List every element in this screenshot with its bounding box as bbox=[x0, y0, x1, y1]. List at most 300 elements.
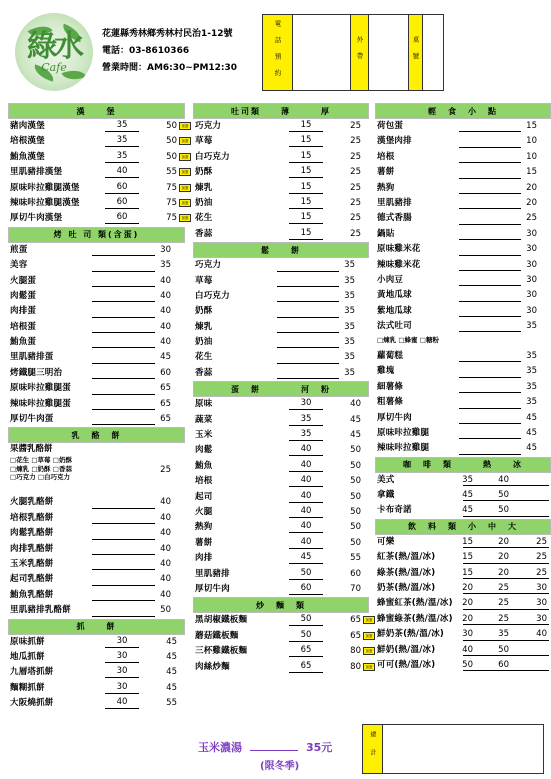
item-name: 奶油 bbox=[195, 197, 213, 208]
menu-row bbox=[193, 413, 369, 428]
price-small: 65 bbox=[289, 644, 323, 657]
price-line bbox=[463, 624, 549, 625]
price-line bbox=[463, 670, 549, 671]
menu-row bbox=[8, 150, 189, 165]
price-small: 45 bbox=[289, 551, 323, 564]
item-name: 草莓 bbox=[195, 136, 213, 147]
menu-row bbox=[8, 335, 185, 350]
price: 20 bbox=[526, 197, 537, 208]
price-small: 15 bbox=[289, 196, 323, 209]
menu-row bbox=[193, 397, 369, 412]
price-small: 40 bbox=[289, 443, 323, 456]
price-large: 45 bbox=[350, 414, 361, 425]
item-name: 厚切牛肉 bbox=[195, 583, 230, 594]
menu-row bbox=[193, 289, 369, 304]
price-small: 40 bbox=[105, 165, 139, 178]
price-small: 40 bbox=[289, 459, 323, 472]
menu-row bbox=[375, 411, 551, 426]
menu-row bbox=[375, 612, 551, 627]
item-name: 厚切牛肉蛋 bbox=[10, 414, 54, 425]
phone: 電話：03-8610366 bbox=[102, 46, 190, 56]
menu-row bbox=[193, 505, 369, 520]
menu-row bbox=[375, 643, 551, 658]
price-line bbox=[459, 147, 521, 148]
item-name: 鮪魚蛋 bbox=[10, 337, 37, 348]
item-name: 煉乳 bbox=[195, 182, 213, 193]
menu-row bbox=[375, 488, 551, 503]
price-large: 45 bbox=[166, 667, 177, 678]
price-small: 35 bbox=[105, 134, 139, 147]
menu-column-2 bbox=[193, 103, 373, 675]
price-line bbox=[459, 285, 521, 286]
price-line bbox=[459, 239, 521, 240]
item-name: 黃地瓜球 bbox=[377, 290, 412, 301]
price-small: 15 bbox=[289, 227, 323, 240]
menu-column-1 bbox=[8, 103, 189, 712]
item-name: 九層塔抓餅 bbox=[10, 667, 54, 678]
menu-row bbox=[193, 165, 369, 180]
section-header: 乳 酪 餅 bbox=[8, 427, 185, 443]
takeout-field[interactable] bbox=[369, 15, 409, 90]
menu-row bbox=[8, 165, 189, 180]
price-large: 25 bbox=[350, 228, 361, 239]
price: 20 bbox=[498, 567, 509, 578]
item-name: 原味 bbox=[195, 399, 213, 410]
item-name: 辣味咔拉雞腿蛋 bbox=[10, 398, 71, 409]
price-line bbox=[459, 454, 521, 455]
price: 40 bbox=[462, 644, 473, 655]
menu-row bbox=[193, 320, 369, 335]
egg-tag[interactable]: 加蛋 bbox=[179, 168, 191, 176]
item-name: 美式 bbox=[377, 474, 395, 485]
item-name: 地瓜抓餅 bbox=[10, 651, 45, 662]
item-name: 里肌豬排乳酪餅 bbox=[10, 605, 71, 616]
price-large: 55 bbox=[350, 553, 361, 564]
item-name: 黑胡椒鐵板麵 bbox=[195, 615, 248, 626]
menu-row bbox=[375, 535, 551, 550]
egg-tag[interactable]: 加蛋 bbox=[179, 153, 191, 161]
menu-row bbox=[8, 274, 185, 289]
price: 45 bbox=[526, 412, 537, 423]
item-name: 法式吐司 bbox=[377, 321, 412, 332]
menu-column-3 bbox=[375, 103, 551, 673]
item-name: 漢堡肉排 bbox=[377, 136, 412, 147]
menu-row bbox=[375, 319, 551, 334]
item-name: 奶茶(熱/溫/冰) bbox=[377, 583, 436, 594]
menu-row bbox=[193, 150, 369, 165]
menu-row bbox=[8, 557, 185, 572]
item-name: 香蒜 bbox=[195, 228, 213, 239]
egg-tag[interactable]: 加蛋 bbox=[179, 184, 191, 192]
topping-options[interactable]: □煉乳 □奶酥 □香蒜 bbox=[10, 464, 72, 473]
menu-row bbox=[193, 520, 369, 535]
price-small: 15 bbox=[289, 119, 323, 132]
cafe-logo bbox=[14, 12, 94, 92]
item-name: 細薯條 bbox=[377, 381, 404, 392]
price-large: 40 bbox=[350, 399, 361, 410]
logo-text: 綠水 bbox=[27, 28, 81, 64]
item-name: 培根 bbox=[195, 476, 213, 487]
price: 35 bbox=[344, 260, 355, 271]
takeout-label: 外帶 bbox=[351, 15, 369, 90]
menu-row bbox=[375, 566, 551, 581]
price-line bbox=[92, 508, 155, 509]
item-name: 熱狗 bbox=[377, 182, 395, 193]
item-name: 薯餅 bbox=[195, 537, 213, 548]
price-line bbox=[463, 609, 549, 610]
item-name: 起司 bbox=[195, 491, 213, 502]
item-name: 荷包蛋 bbox=[377, 121, 404, 131]
item-name: 奶酥 bbox=[195, 167, 213, 178]
item-name: 培根 bbox=[377, 151, 395, 162]
total-label: 總計 bbox=[363, 725, 383, 773]
item-name: 煎蛋 bbox=[10, 244, 28, 255]
menu-row bbox=[375, 196, 551, 211]
order-info-box bbox=[262, 14, 444, 91]
price: 65 bbox=[160, 383, 171, 394]
egg-tag[interactable]: 加蛋 bbox=[179, 214, 191, 222]
item-name: 厚切牛肉漢堡 bbox=[10, 213, 63, 224]
price: 30 bbox=[160, 244, 171, 255]
item-name: 三杯雞鐵板麵 bbox=[195, 646, 248, 657]
total-box bbox=[362, 724, 544, 774]
egg-tag[interactable]: 加蛋 bbox=[363, 632, 375, 640]
item-name: 巧克力 bbox=[195, 260, 222, 271]
price: 30 bbox=[526, 244, 537, 255]
price: 40 bbox=[160, 543, 171, 554]
price: 40 bbox=[160, 528, 171, 539]
price-small: 50 bbox=[289, 567, 323, 580]
menu-row bbox=[193, 582, 369, 597]
price-small: 35 bbox=[289, 428, 323, 441]
item-name: 里肌豬排 bbox=[195, 568, 230, 579]
section-header: 蛋 餅 河 粉 bbox=[193, 381, 369, 397]
price-line bbox=[463, 516, 549, 517]
price-large: 50 bbox=[166, 151, 177, 162]
menu-row bbox=[375, 380, 551, 395]
price-small: 40 bbox=[105, 696, 139, 709]
menu-row bbox=[8, 588, 185, 603]
price: 25 bbox=[498, 613, 509, 624]
table-no-label: 桌號 bbox=[409, 15, 423, 90]
section-header: 飲 料 類 小 中 大 bbox=[375, 519, 551, 535]
price: 40 bbox=[160, 512, 171, 523]
menu-row bbox=[193, 459, 369, 474]
item-name: 原味抓餅 bbox=[10, 636, 45, 647]
item-name: 可可(熱/溫/冰) bbox=[377, 660, 436, 670]
price: 40 bbox=[160, 589, 171, 600]
price-line bbox=[459, 438, 521, 439]
item-name: 里肌豬排 bbox=[377, 197, 412, 208]
price: 25 bbox=[498, 598, 509, 609]
item-name: 肉排 bbox=[195, 553, 213, 564]
menu-row bbox=[8, 681, 185, 696]
item-name: 蘿蔔糕 bbox=[377, 350, 404, 361]
price-large: 75 bbox=[166, 182, 177, 193]
egg-tag[interactable]: 加蛋 bbox=[363, 663, 375, 671]
price-large: 55 bbox=[166, 167, 177, 178]
item-name: 煉乳 bbox=[195, 321, 213, 332]
section-header: 漢 堡 bbox=[8, 103, 185, 119]
price-large: 50 bbox=[350, 476, 361, 487]
item-name: 拿鐵 bbox=[377, 490, 395, 501]
first-item-block bbox=[8, 443, 185, 495]
menu-row bbox=[375, 165, 551, 180]
topping-options[interactable]: □煉乳 □蜂蜜 □糖粉 bbox=[377, 336, 439, 345]
price: 30 bbox=[526, 259, 537, 270]
price: 25 bbox=[160, 465, 171, 476]
price-large: 80 bbox=[350, 646, 361, 657]
price: 15 bbox=[462, 536, 473, 547]
price: 15 bbox=[526, 121, 537, 131]
menu-row bbox=[375, 227, 551, 242]
price-large: 25 bbox=[350, 213, 361, 224]
price: 65 bbox=[160, 414, 171, 425]
price-line bbox=[92, 271, 155, 272]
menu-row bbox=[8, 243, 185, 258]
price-line bbox=[459, 392, 521, 393]
item-name: 紫地瓜球 bbox=[377, 305, 412, 316]
price-large: 50 bbox=[350, 491, 361, 502]
egg-tag[interactable]: 加蛋 bbox=[363, 647, 375, 655]
section-header: 咖 啡 類 熱 冰 bbox=[375, 457, 551, 473]
item-name: 鮪魚乳酪餅 bbox=[10, 589, 54, 600]
menu-row bbox=[8, 665, 185, 680]
menu-row bbox=[193, 567, 369, 582]
menu-row bbox=[193, 443, 369, 458]
item-name: 奶油 bbox=[195, 337, 213, 348]
price: 60 bbox=[498, 660, 509, 670]
price-line bbox=[92, 600, 155, 601]
item-name: 肉絲炒麵 bbox=[195, 661, 230, 672]
menu-row bbox=[375, 349, 551, 364]
item-name: 大阪燒抓餅 bbox=[10, 698, 54, 709]
price-small: 15 bbox=[289, 165, 323, 178]
item-name: 熱狗 bbox=[195, 522, 213, 533]
item-name: 薯餅 bbox=[377, 167, 395, 178]
topping-options[interactable]: □花生 □草莓 □奶酥 bbox=[10, 456, 72, 465]
price: 30 bbox=[526, 228, 537, 239]
soup-price: 35元 bbox=[306, 741, 333, 754]
section-header: 炒 麵 類 bbox=[193, 597, 369, 613]
menu-row bbox=[8, 258, 185, 273]
item-name: 美容 bbox=[10, 260, 28, 271]
price: 25 bbox=[536, 536, 547, 547]
menu-row bbox=[193, 196, 369, 211]
price-line bbox=[277, 317, 339, 318]
price-line bbox=[277, 286, 339, 287]
menu-row bbox=[375, 258, 551, 273]
price: 20 bbox=[526, 182, 537, 193]
price-line bbox=[463, 578, 549, 579]
price-large: 80 bbox=[350, 661, 361, 672]
price-large: 70 bbox=[350, 583, 361, 594]
item-name: 果醬乳酪餅 bbox=[10, 444, 53, 455]
price: 45 bbox=[526, 443, 537, 454]
menu-row bbox=[375, 473, 551, 488]
menu-row bbox=[375, 288, 551, 303]
menu-row bbox=[8, 572, 185, 587]
item-name: 培根蛋 bbox=[10, 321, 37, 332]
price-large: 50 bbox=[350, 460, 361, 471]
item-name: 奶酥 bbox=[195, 306, 213, 317]
menu-row bbox=[193, 536, 369, 551]
total-field[interactable] bbox=[383, 725, 543, 773]
price-line bbox=[277, 347, 339, 348]
item-name: 里肌豬排蛋 bbox=[10, 352, 54, 363]
item-name: 蘑菇鐵板麵 bbox=[195, 630, 239, 641]
menu-row bbox=[375, 550, 551, 565]
phone-order-field[interactable] bbox=[293, 15, 351, 90]
section-header: 烤 吐 司 類(含蛋) bbox=[8, 227, 185, 243]
price-line bbox=[459, 178, 521, 179]
price-line bbox=[459, 193, 521, 194]
item-name: 卡布奇諾 bbox=[377, 505, 412, 516]
section-header: 吐司類 薄 厚 bbox=[193, 103, 369, 119]
egg-tag[interactable]: 加蛋 bbox=[363, 616, 375, 624]
price-small: 15 bbox=[289, 150, 323, 163]
topping-options[interactable]: □巧克力 □白巧克力 bbox=[10, 473, 71, 482]
price-small: 40 bbox=[289, 490, 323, 503]
price-large: 50 bbox=[350, 537, 361, 548]
item-name: 烤鐵腿三明治 bbox=[10, 367, 63, 378]
price: 20 bbox=[498, 536, 509, 547]
menu-row bbox=[8, 366, 185, 381]
logo-subtext: Cafe bbox=[41, 60, 67, 74]
menu-row bbox=[375, 364, 551, 379]
price-large: 60 bbox=[350, 568, 361, 579]
price-large: 45 bbox=[166, 651, 177, 662]
item-name: 雞塊 bbox=[377, 366, 395, 377]
menu-row bbox=[8, 526, 185, 541]
price-large: 65 bbox=[350, 630, 361, 641]
item-name: 厚切牛肉 bbox=[377, 412, 412, 423]
price-line bbox=[277, 378, 339, 379]
price-large: 25 bbox=[350, 167, 361, 178]
price: 20 bbox=[498, 552, 509, 563]
price-line bbox=[459, 361, 521, 362]
price-large: 55 bbox=[166, 698, 177, 709]
price: 45 bbox=[462, 490, 473, 501]
store-info bbox=[102, 26, 237, 77]
item-name: 白巧克力 bbox=[195, 151, 230, 162]
price-line bbox=[459, 131, 521, 132]
price-line bbox=[92, 409, 155, 410]
menu-row bbox=[193, 181, 369, 196]
egg-tag[interactable]: 加蛋 bbox=[179, 199, 191, 207]
item-name: 肉排乳酪餅 bbox=[10, 543, 54, 554]
item-name: 火腿 bbox=[195, 506, 213, 517]
egg-tag[interactable]: 加蛋 bbox=[179, 137, 191, 145]
menu-row bbox=[193, 474, 369, 489]
price-large: 65 bbox=[350, 615, 361, 626]
menu-row bbox=[375, 441, 551, 456]
menu-row bbox=[193, 613, 373, 628]
menu-row bbox=[375, 273, 551, 288]
price-small: 30 bbox=[289, 397, 323, 410]
item-name: 蔬菜 bbox=[195, 414, 213, 425]
menu-row bbox=[193, 119, 369, 134]
menu-row bbox=[375, 304, 551, 319]
price: 30 bbox=[536, 613, 547, 624]
menu-row bbox=[8, 511, 185, 526]
menu-row bbox=[193, 644, 373, 659]
egg-tag[interactable]: 加蛋 bbox=[179, 122, 191, 130]
price: 35 bbox=[498, 629, 509, 640]
price-small: 50 bbox=[289, 613, 323, 626]
section-header: 鬆 餅 bbox=[193, 242, 369, 258]
price-small: 30 bbox=[105, 681, 139, 694]
menu-row bbox=[8, 381, 185, 396]
price: 25 bbox=[536, 567, 547, 578]
price-line bbox=[463, 640, 549, 641]
menu-row bbox=[375, 119, 551, 134]
soup-name: 玉米濃湯 bbox=[198, 741, 242, 754]
price: 65 bbox=[160, 398, 171, 409]
price: 35 bbox=[526, 350, 537, 361]
menu-row bbox=[193, 335, 369, 350]
menu-row bbox=[8, 350, 185, 365]
item-name: 原味咔拉雞腿漢堡 bbox=[10, 182, 80, 193]
price-large: 50 bbox=[350, 506, 361, 517]
price-large: 45 bbox=[166, 682, 177, 693]
price: 40 bbox=[160, 290, 171, 301]
price-line bbox=[277, 363, 339, 364]
price-large: 50 bbox=[350, 522, 361, 533]
price-line bbox=[92, 286, 155, 287]
price: 30 bbox=[526, 305, 537, 316]
item-name: 鮪魚漢堡 bbox=[10, 151, 45, 162]
price-line bbox=[459, 301, 521, 302]
price-small: 60 bbox=[105, 211, 139, 224]
soup-note: (限冬季) bbox=[260, 761, 300, 772]
table-no-field[interactable] bbox=[423, 15, 443, 90]
price: 30 bbox=[526, 290, 537, 301]
price: 25 bbox=[526, 213, 537, 224]
price-large: 75 bbox=[166, 213, 177, 224]
price-large: 45 bbox=[166, 636, 177, 647]
menu-row bbox=[375, 242, 551, 257]
menu-row bbox=[8, 320, 185, 335]
menu-row bbox=[193, 304, 369, 319]
menu-row bbox=[8, 696, 185, 711]
price: 40 bbox=[160, 558, 171, 569]
price-line bbox=[92, 523, 155, 524]
price-line bbox=[459, 255, 521, 256]
item-name: 小肉豆 bbox=[377, 274, 404, 285]
price-large: 25 bbox=[350, 151, 361, 162]
price-line bbox=[459, 270, 521, 271]
price-small: 35 bbox=[289, 413, 323, 426]
menu-row bbox=[375, 134, 551, 149]
price-small: 35 bbox=[105, 150, 139, 163]
price: 45 bbox=[462, 505, 473, 516]
price: 25 bbox=[498, 583, 509, 594]
price-line bbox=[459, 377, 521, 378]
price-line bbox=[463, 485, 549, 486]
price-large: 25 bbox=[350, 136, 361, 147]
item-name: 巧克力 bbox=[195, 121, 222, 131]
menu-row bbox=[8, 211, 189, 226]
price-line bbox=[92, 301, 155, 302]
menu-row bbox=[193, 551, 369, 566]
price: 15 bbox=[526, 167, 537, 178]
price-line bbox=[277, 301, 339, 302]
price: 35 bbox=[344, 275, 355, 286]
menu-row bbox=[8, 119, 189, 134]
item-name: 肉鬆 bbox=[195, 445, 213, 456]
menu-row bbox=[193, 350, 369, 365]
